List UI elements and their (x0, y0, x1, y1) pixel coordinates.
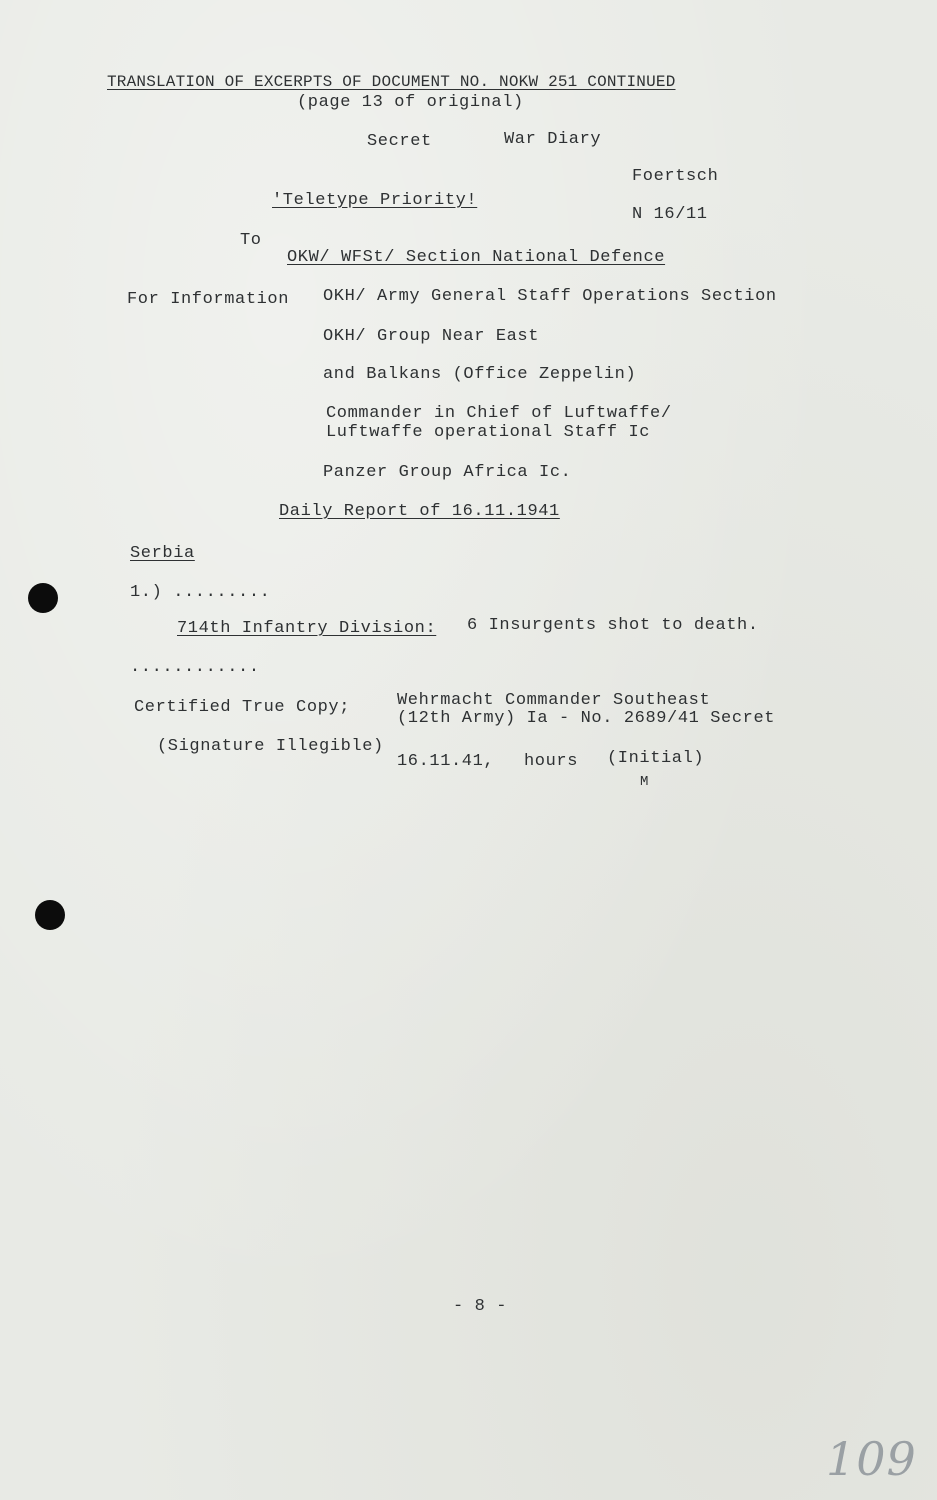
info-recipient: OKH/ Group Near East (323, 327, 540, 346)
division-name: 714th Infantry Division: (177, 619, 437, 638)
section-heading: Serbia (130, 544, 195, 563)
punch-hole-bottom (35, 900, 65, 930)
signature-illegible: (Signature Illegible) (157, 737, 384, 756)
item-number: 1.) ......... (130, 583, 271, 602)
to-label: To (240, 231, 262, 250)
omission-dots: ............ (130, 658, 260, 677)
info-recipient: and Balkans (Office Zeppelin) (323, 365, 637, 384)
reference-number: N 16/11 (632, 205, 708, 224)
report-title: Daily Report of 16.11.1941 (279, 502, 560, 521)
war-diary-label: War Diary (504, 130, 602, 149)
for-information-label: For Information (127, 290, 290, 309)
info-recipient: Commander in Chief of Luftwaffe/ (326, 404, 672, 423)
document-title: TRANSLATION OF EXCERPTS OF DOCUMENT NO. NOKW 251 CONTINUED (107, 73, 676, 91)
page-reference: (page 13 of original) (297, 93, 524, 112)
initial-mark: M (640, 774, 650, 790)
info-recipient: Luftwaffe operational Staff Ic (326, 423, 651, 442)
certified-copy-label: Certified True Copy; (134, 698, 351, 717)
info-recipient: OKH/ Army General Staff Operations Section (323, 287, 777, 306)
info-recipient: Panzer Group Africa Ic. (323, 463, 572, 482)
secret-label: Secret (367, 132, 432, 151)
initial-label: (Initial) (607, 749, 705, 768)
teletype-priority: 'Teletype Priority! (272, 191, 478, 210)
author-name: Foertsch (632, 167, 719, 186)
commander-line-1: Wehrmacht Commander Southeast (397, 691, 711, 710)
handwritten-page-number: 109 (826, 1432, 917, 1486)
page-number: - 8 - (453, 1297, 508, 1316)
division-report-text: 6 Insurgents shot to death. (467, 616, 759, 635)
punch-hole-top (28, 583, 58, 613)
commander-line-2: (12th Army) Ia - No. 2689/41 Secret (397, 709, 776, 728)
certification-date: 16.11.41, (397, 752, 495, 771)
to-recipient: OKW/ WFSt/ Section National Defence (287, 248, 666, 267)
hours-label: hours (524, 752, 579, 771)
